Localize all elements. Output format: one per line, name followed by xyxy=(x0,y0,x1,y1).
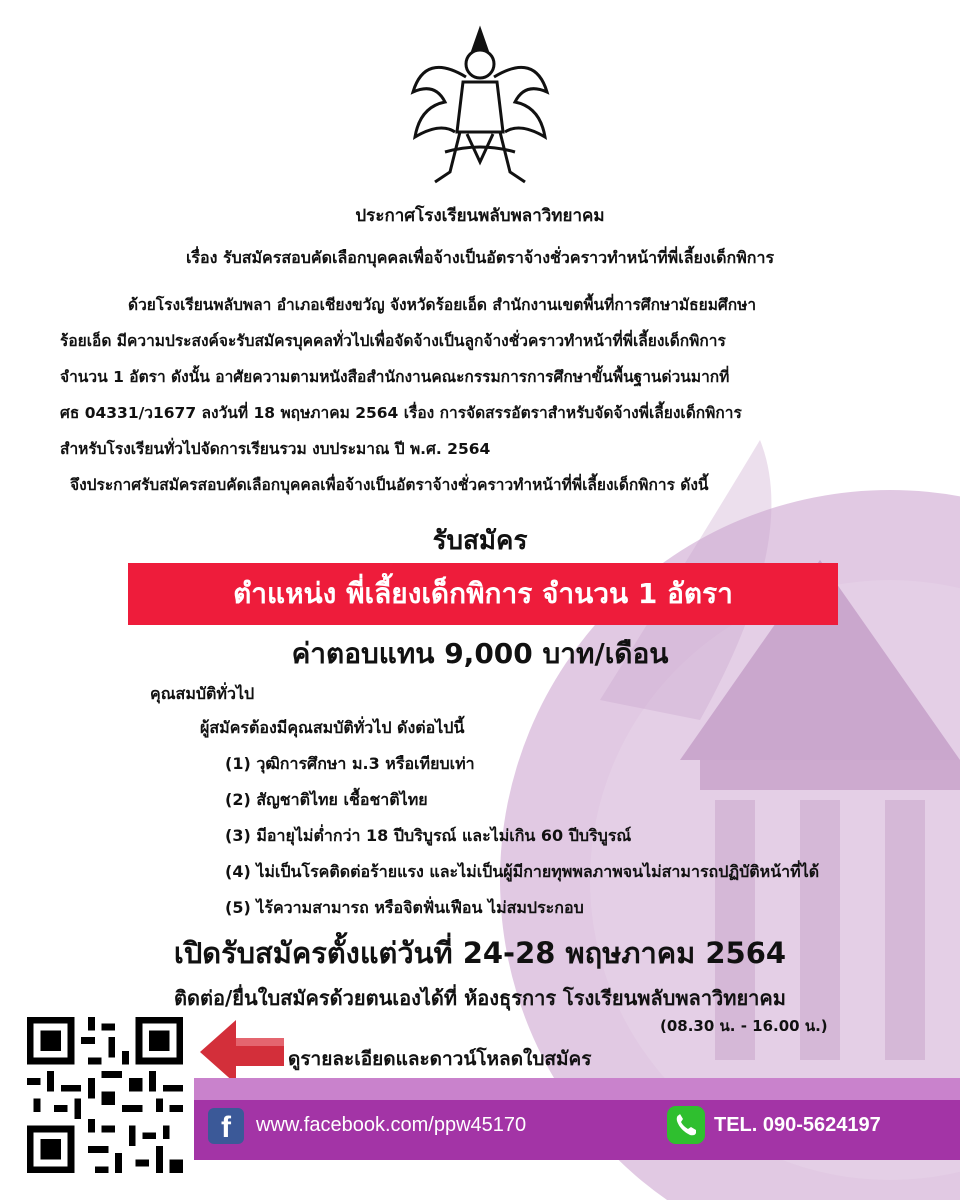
qualification-item: (3) มีอายุไม่ต่ำกว่า 18 ปีบริบูรณ์ และไม่เกิน 60 ปีบริบูรณ์ xyxy=(225,826,632,845)
body-line: ด้วยโรงเรียนพลับพลา อำเภอเชียงขวัญ จังหวัดร้อยเอ็ด สำนักงานเขตพื้นที่การศึกษามัธยมศึกษา xyxy=(128,296,757,314)
qualifications-intro: ผู้สมัครต้องมีคุณสมบัติทั่วไป ดังต่อไปนี้ xyxy=(200,718,465,737)
position-banner xyxy=(128,563,838,625)
body-line: จึงประกาศรับสมัครสอบคัดเลือกบุคคลเพื่อจ้างเป็นอัตราจ้างชั่วคราวทำหน้าที่พี่เลี้ยงเด็กพิการ ดังนี้ xyxy=(70,476,709,494)
body-line: จำนวน 1 อัตรา ดังนั้น อาศัยความตามหนังสือสำนักงานคณะกรรมการการศึกษาขั้นพื้นฐานด่วนมากที่ xyxy=(60,368,730,386)
qualification-item: (4) ไม่เป็นโรคติดต่อร้ายแรง และไม่เป็นผู้มีกายทุพพลภาพจนไม่สามารถปฏิบัติหน้าที่ได้ xyxy=(225,862,820,881)
office-hours: (08.30 น. - 16.00 น.) xyxy=(660,1017,828,1035)
announcement-subject: เรื่อง รับสมัครสอบคัดเลือกบุคคลเพื่อจ้างเป็นอัตราจ้างชั่วคราวทำหน้าที่พี่เลี้ยงเด็กพิการ xyxy=(185,248,775,267)
facebook-link[interactable]: www.facebook.com/ppw45170 xyxy=(256,1114,527,1136)
open-date: เปิดรับสมัครตั้งแต่วันที่ 24-28 พฤษภาคม 2564 xyxy=(173,936,787,970)
garuda-emblem-icon xyxy=(405,22,555,192)
salary-text: ค่าตอบแทน 9,000 บาท/เดือน xyxy=(291,637,669,670)
apply-heading: รับสมัคร xyxy=(432,526,528,556)
qualification-item: (1) วุฒิการศึกษา ม.3 หรือเทียบเท่า xyxy=(225,754,475,773)
qualification-item: (2) สัญชาติไทย เชื้อชาติไทย xyxy=(225,790,428,809)
qr-code-icon[interactable] xyxy=(20,1010,190,1180)
download-link[interactable]: ดูรายละเอียดและดาวน์โหลดใบสมัคร xyxy=(288,1048,592,1070)
qualifications-heading: คุณสมบัติทั่วไป xyxy=(150,684,255,703)
telephone-number[interactable]: TEL. 090-5624197 xyxy=(714,1114,881,1136)
footer-bar-light xyxy=(194,1078,960,1100)
body-line: ศธ 04331/ว1677 ลงวันที่ 18 พฤษภาคม 2564 เรื่อง การจัดสรรอัตราสำหรับจัดจ้างพี่เลี้ยงเด็กพิการ xyxy=(60,404,742,422)
phone-icon[interactable] xyxy=(667,1106,705,1144)
announcement-title: ประกาศโรงเรียนพลับพลาวิทยาคม xyxy=(355,206,605,226)
qualification-item: (5) ไร้ความสามารถ หรือจิตฟั่นเฟือน ไม่สมประกอบ xyxy=(225,898,584,917)
body-line: ร้อยเอ็ด มีความประสงค์จะรับสมัครบุคคลทั่วไปเพื่อจัดจ้างเป็นลูกจ้างชั่วคราวทำหน้าที่พี่เลี้ยงเด็กพิการ xyxy=(60,332,726,350)
facebook-icon[interactable]: f xyxy=(208,1108,244,1144)
position-text: ตำแหน่ง พี่เลี้ยงเด็กพิการ จำนวน 1 อัตรา xyxy=(233,577,733,610)
body-line: สำหรับโรงเรียนทั่วไปจัดการเรียนรวม งบประมาณ ปี พ.ศ. 2564 xyxy=(60,440,491,458)
contact-text: ติดต่อ/ยื่นใบสมัครด้วยตนเองได้ที่ ห้องธุรการ โรงเรียนพลับพลาวิทยาคม xyxy=(174,986,786,1010)
